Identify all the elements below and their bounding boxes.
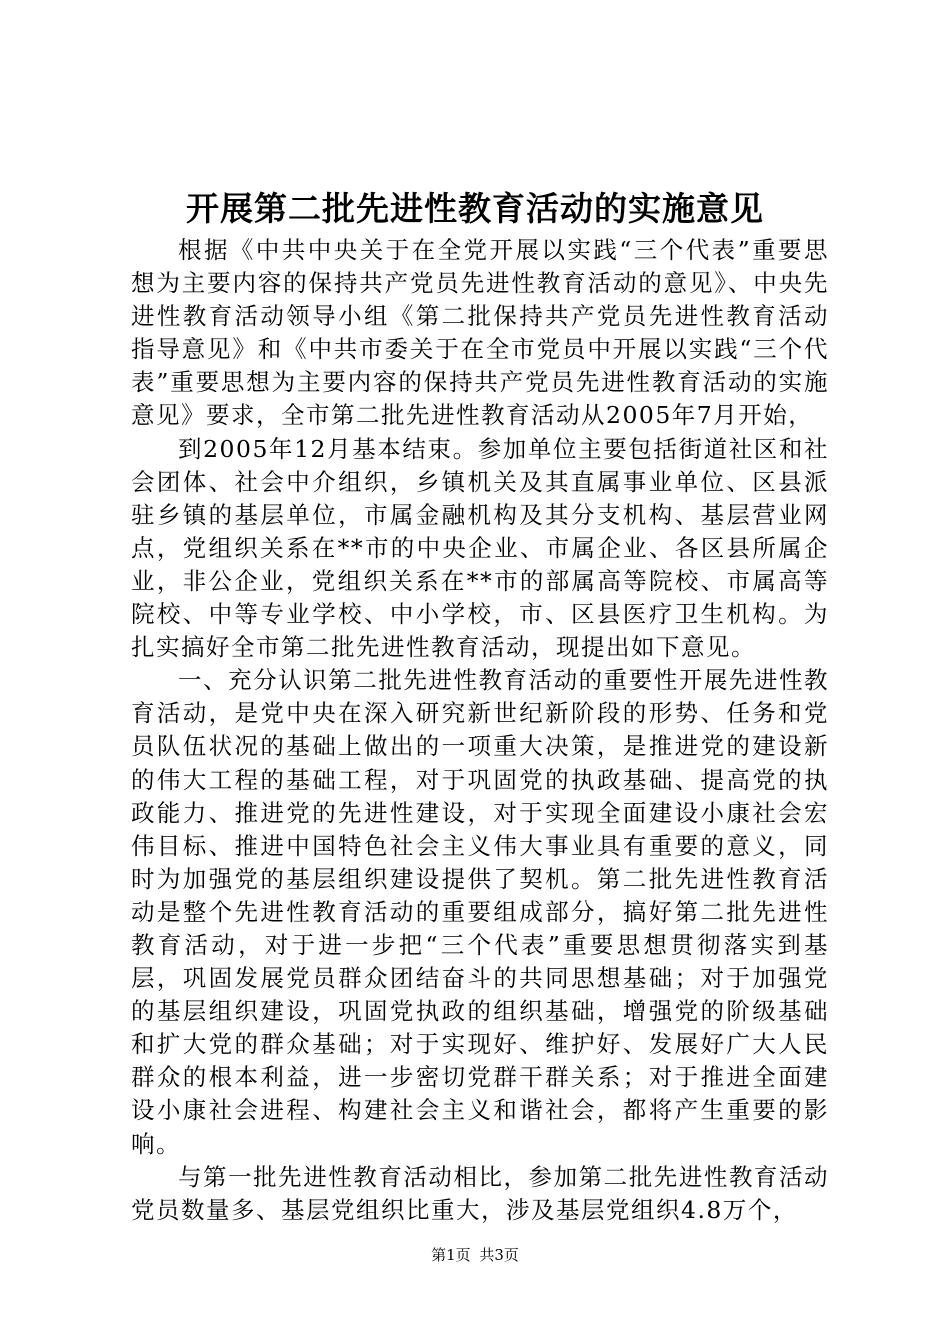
document-title: 开展第二批先进性教育活动的实施意见 [186, 189, 764, 228]
paragraph-2: 到2005年12月基本结束。参加单位主要包括街道社区和社会团体、社会中介组织，乡镇机关及其直属事业单位、区县派驻乡镇的基层单位，市属金融机构及其分支机构、基层营业网点，党组织关系在**市的中央企业、市属企业、各区县所属企业，非公企业，党组织关系在**市的部属高等院校、市属高等院校、中等专业学校、中小学校，市、区县医疗卫生机构。为扎实搞好全市第二批先进性教育活动，现提出如下意见。 [131, 434, 829, 662]
total-pages: 共3页 [479, 1246, 519, 1264]
paragraph-4: 与第一批先进性教育活动相比，参加第二批先进性教育活动党员数量多、基层党组织比重大，涉及基层党组织4.8万个， [131, 1162, 829, 1224]
paragraph-1: 根据《中共中央关于在全党开展以实践“三个代表”重要思想为主要内容的保持共产党员先进性教育活动的意见》、中央先进性教育活动领导小组《第二批保持共产党员先进性教育活动指导意见》和《中共市委关于在全市党员中开展以实践“三个代表”重要思想为主要内容的保持共产党员先进性教育活动的实施意见》要求，全市第二批先进性教育活动从2005年7月开始， [131, 236, 829, 430]
current-page-number: 第1页 [431, 1246, 471, 1264]
paragraph-3: 一、充分认识第二批先进性教育活动的重要性开展先进性教育活动，是党中央在深入研究新世纪新阶段的形势、任务和党员队伍状况的基础上做出的一项重大决策，是推进党的建设新的伟大工程的基础工程，对于巩固党的执政基础、提高党的执政能力、推进党的先进性建设，对于实现全面建设小康社会宏伟目标、推进中国特色社会主义伟大事业具有重要的意义，同时为加强党的基层组织建设提供了契机。第二批先进性教育活动是整个先进性教育活动的重要组成部分，搞好第二批先进性教育活动，对于进一步把“三个代表”重要思想贯彻落实到基层，巩固发展党员群众团结奋斗的共同思想基础；对于加强党的基层组织建设，巩固党执政的组织基础，增强党的阶级基础和扩大党的群众基础；对于实现好、维护好、发展好广大人民群众的根本利益，进一步密切党群干群关系；对于推进全面建设小康社会进程、构建社会主义和谐社会，都将产生重要的影响。 [131, 666, 829, 1158]
document-body [131, 234, 829, 1227]
page-footer [0, 1244, 950, 1266]
